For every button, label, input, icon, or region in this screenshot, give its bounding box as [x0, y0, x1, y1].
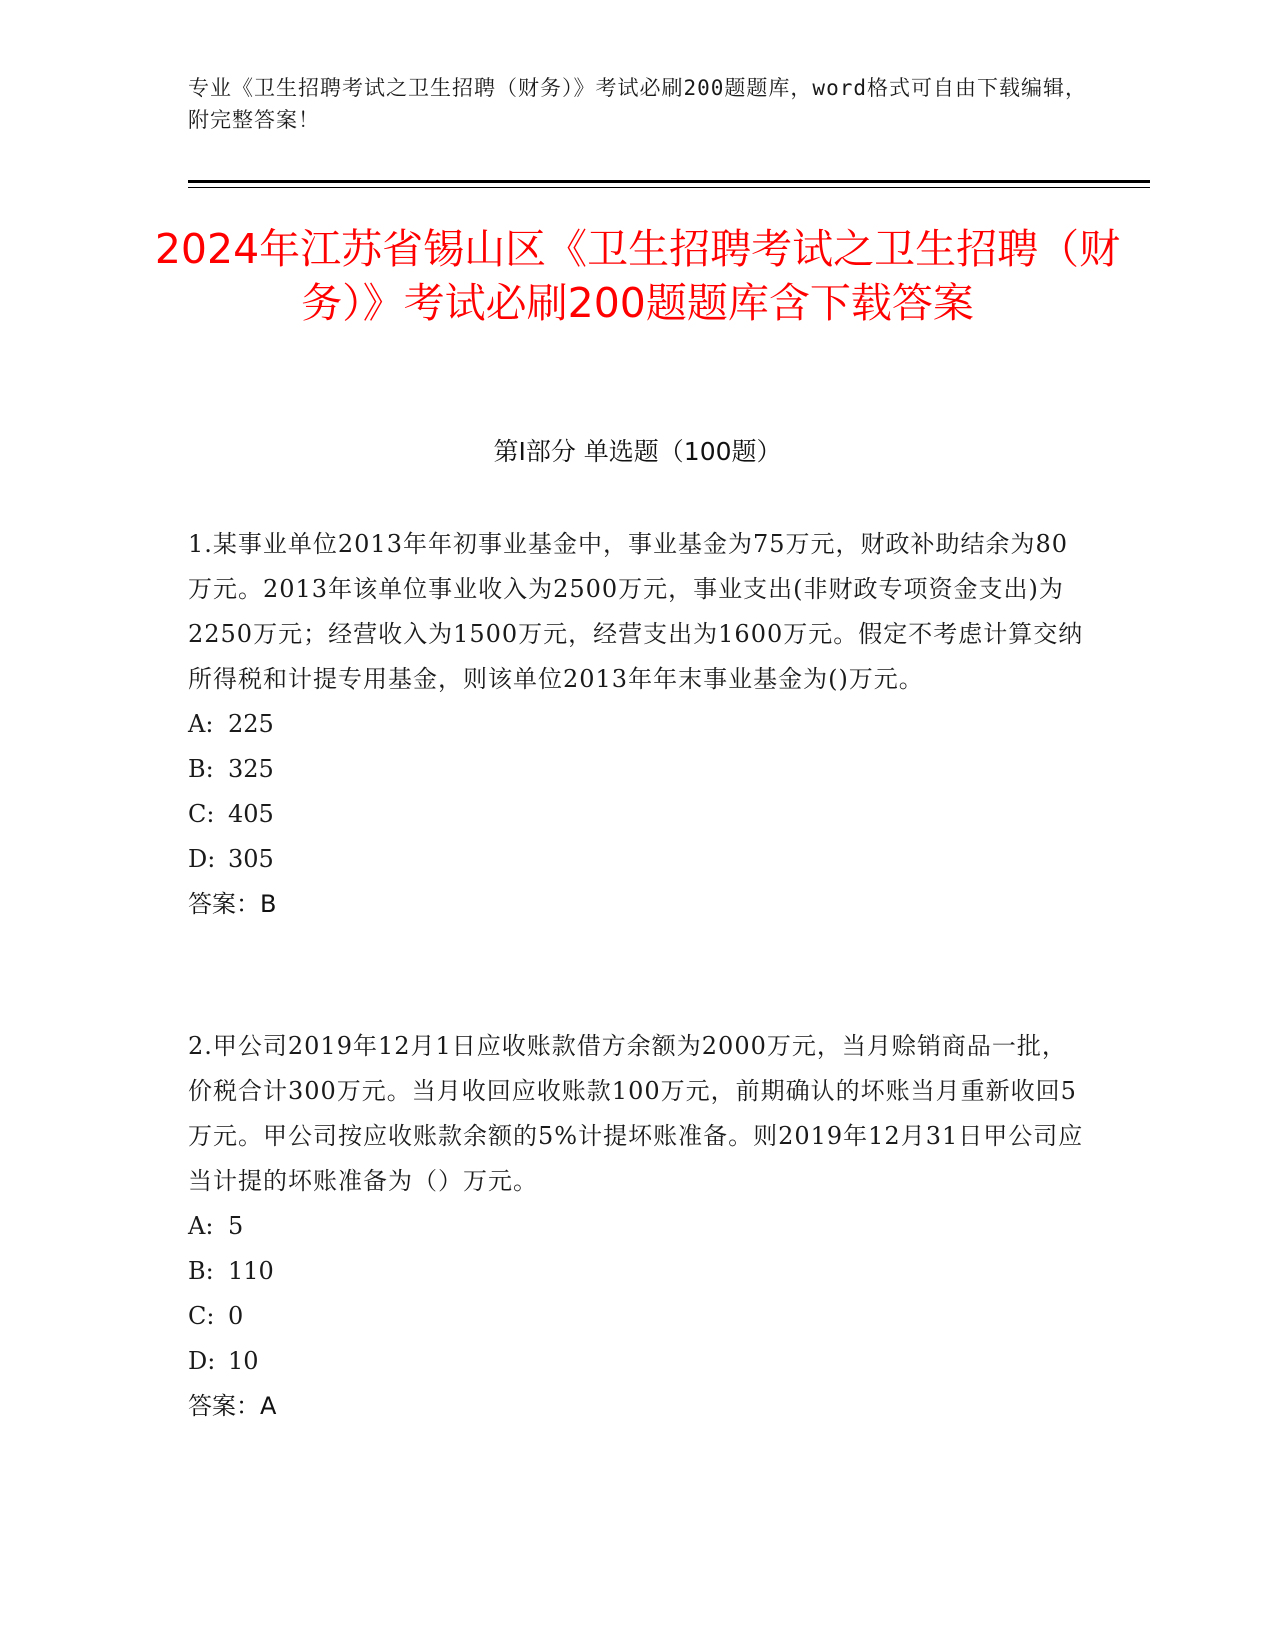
option-key: C:	[188, 1302, 215, 1330]
option-key: A:	[188, 1212, 214, 1240]
answer-label: 答案：A	[188, 1392, 277, 1420]
option-text: 110	[228, 1257, 274, 1285]
option-a	[188, 1204, 1088, 1249]
option-text: 405	[228, 800, 274, 828]
section-heading: 第Ⅰ部分 单选题（100题）	[493, 437, 782, 466]
header-divider-thick	[188, 180, 1150, 183]
option-text: 10	[228, 1347, 259, 1375]
option-text: 305	[228, 845, 274, 873]
option-text: 5	[228, 1212, 244, 1240]
option-text: 225	[228, 710, 274, 738]
question-2	[188, 1024, 1088, 1429]
header-note: 专业《卫生招聘考试之卫生招聘（财务）》考试必刷200题题库，word格式可自由下载编辑，附完整答案！	[188, 76, 1087, 132]
document-title: 2024年江苏省锡山区《卫生招聘考试之卫生招聘（财务）》考试必刷200题题库含下载答案	[154, 225, 1121, 327]
option-key: B:	[188, 755, 214, 783]
option-key: D:	[188, 1347, 216, 1375]
option-c	[188, 792, 1088, 837]
option-key: B:	[188, 1257, 214, 1285]
question-1	[188, 522, 1088, 927]
option-text: 0	[228, 1302, 244, 1330]
option-key: D:	[188, 845, 216, 873]
question-stem: 2.甲公司2019年12月1日应收账款借方余额为2000万元，当月赊销商品一批，价税合计300万元。当月收回应收账款100万元，前期确认的坏账当月重新收回5万元。甲公司按应收账款余额的5%计提坏账准备。则2019年12月31日甲公司应当计提的坏账准备为（）万元。	[188, 1032, 1084, 1195]
option-d	[188, 837, 1088, 882]
option-d	[188, 1339, 1088, 1384]
option-b	[188, 747, 1088, 792]
option-key: C:	[188, 800, 215, 828]
option-c	[188, 1294, 1088, 1339]
option-text: 325	[228, 755, 274, 783]
option-key: A:	[188, 710, 214, 738]
question-stem: 1.某事业单位2013年年初事业基金中，事业基金为75万元，财政补助结余为80万元。2013年该单位事业收入为2500万元，事业支出(非财政专项资金支出)为2250万元；经营收入为1500万元，经营支出为1600万元。假定不考虑计算交纳所得税和计提专用基金，则该单位2013年年末事业基金为()万元。	[188, 530, 1084, 693]
option-b	[188, 1249, 1088, 1294]
header-divider-thin	[188, 187, 1150, 188]
option-a	[188, 702, 1088, 747]
answer-label: 答案：B	[188, 890, 277, 918]
